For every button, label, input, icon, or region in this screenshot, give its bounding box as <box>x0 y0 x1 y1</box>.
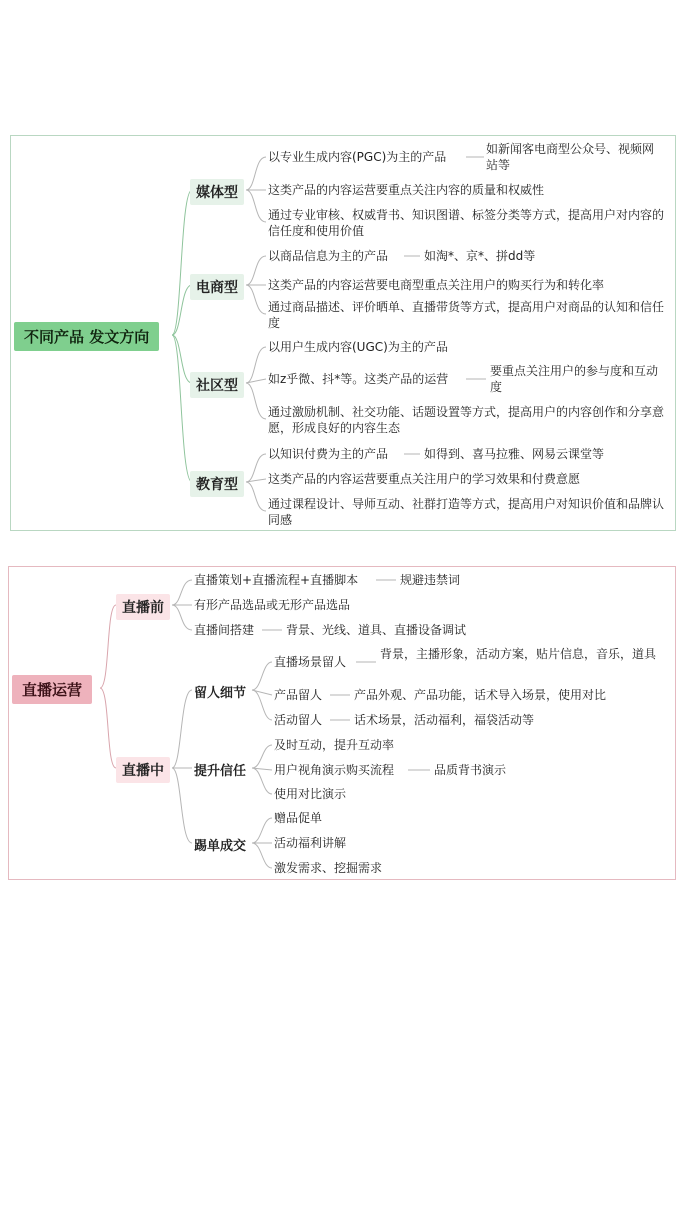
root-node-product-direction: 不同产品 发文方向 <box>14 322 159 351</box>
leaf-stay-scene-detail: 背景，主播形象，活动方案，贴片信息，音乐，道具 <box>380 647 657 661</box>
leaf-trust-comparison: 使用对比演示 <box>274 787 347 801</box>
leaf-stay-product: 产品留人 <box>274 688 323 702</box>
leaf-pre-equipment: 背景、光线、道具、直播设备调试 <box>286 623 467 637</box>
leaf-stay-activity: 活动留人 <box>274 713 323 727</box>
leaf-ecom-examples: 如淘*、京*、拼dd等 <box>424 249 536 263</box>
leaf-pre-planning: 直播策划+直播流程+直播脚本 <box>194 573 359 587</box>
leaf-community-focus: 要重点关注用户的参与度和互动度 <box>490 364 659 394</box>
sub-retention-details: 留人细节 <box>194 686 247 701</box>
leaf-pre-room-setup: 直播间搭建 <box>194 623 255 637</box>
leaf-pre-banned-words: 规避违禁词 <box>400 573 461 587</box>
leaf-close-gift: 赠品促单 <box>274 811 323 825</box>
root-node-live-operations: 直播运营 <box>12 675 92 704</box>
category-community: 社区型 <box>190 372 244 398</box>
sub-build-trust: 提升信任 <box>194 764 247 779</box>
leaf-media-focus: 这类产品的内容运营要重点关注内容的质量和权威性 <box>268 183 545 197</box>
leaf-close-benefits: 活动福利讲解 <box>274 836 347 850</box>
leaf-edu-focus: 这类产品的内容运营要重点关注用户的学习效果和付费意愿 <box>268 472 581 486</box>
leaf-ecom-focus: 这类产品的内容运营要电商型重点关注用户的购买行为和转化率 <box>268 278 605 292</box>
leaf-media-examples: 如新闻客电商型公众号、视频网站等 <box>486 142 655 172</box>
stage-pre-live: 直播前 <box>116 594 170 620</box>
leaf-close-needs: 激发需求、挖掘需求 <box>274 861 383 875</box>
mindmap-live-operations-panel <box>8 566 676 880</box>
leaf-edu-examples: 如得到、喜马拉雅、网易云课堂等 <box>424 447 605 461</box>
leaf-edu-methods: 通过课程设计、导师互动、社群打造等方式，提高用户对知识价值和品牌认同感 <box>268 497 665 527</box>
sub-close-deal: 踢单成交 <box>194 839 247 854</box>
category-education: 教育型 <box>190 471 244 497</box>
leaf-media-methods: 通过专业审核、权威背书、知识图谱、标签分类等方式，提高用户对内容的信任度和使用价值 <box>268 208 665 238</box>
leaf-ecom-methods: 通过商品描述、评价晒单、直播带货等方式，提高用户对商品的认知和信任度 <box>268 300 665 330</box>
leaf-trust-demo-flow: 用户视角演示购买流程 <box>274 763 395 777</box>
leaf-trust-quality: 品质背书演示 <box>434 763 507 777</box>
leaf-trust-interaction: 及时互动，提升互动率 <box>274 738 395 752</box>
leaf-community-ugc: 以用户生成内容(UGC)为主的产品 <box>268 340 448 354</box>
leaf-media-pgc: 以专业生成内容(PGC)为主的产品 <box>268 150 447 164</box>
leaf-pre-product-selection: 有形产品选品或无形产品选品 <box>194 598 351 612</box>
leaf-edu-paid: 以知识付费为主的产品 <box>268 447 389 461</box>
category-media: 媒体型 <box>190 179 244 205</box>
category-ecommerce: 电商型 <box>190 274 244 300</box>
leaf-stay-product-detail: 产品外观、产品功能，话术导入场景，使用对比 <box>354 688 607 702</box>
stage-during-live: 直播中 <box>116 757 170 783</box>
leaf-stay-activity-detail: 话术场景，活动福利，福袋活动等 <box>354 713 535 727</box>
leaf-ecom-info: 以商品信息为主的产品 <box>268 249 389 263</box>
leaf-stay-scene: 直播场景留人 <box>274 655 347 669</box>
leaf-community-examples: 如z乎微、抖*等。这类产品的运营 <box>268 372 449 386</box>
leaf-community-methods: 通过激励机制、社交功能、话题设置等方式，提高用户的内容创作和分享意愿，形成良好的内容生态 <box>268 405 665 435</box>
